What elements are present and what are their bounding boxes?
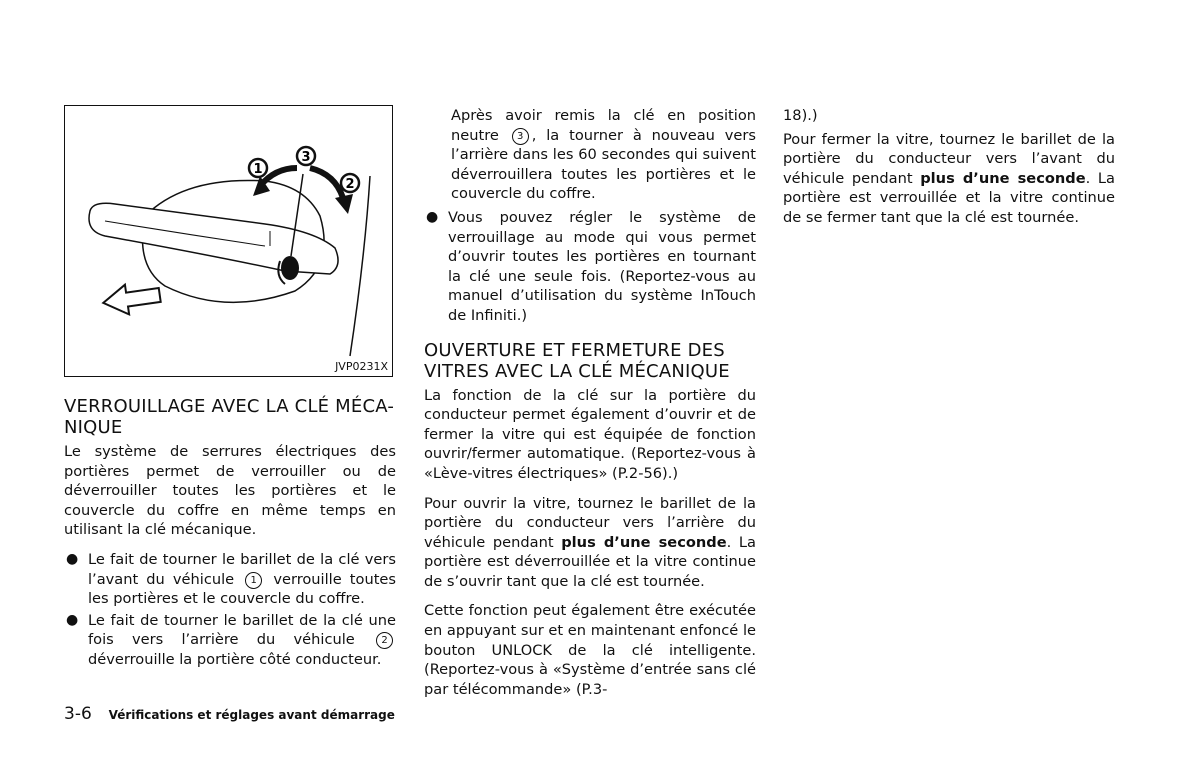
left-column	[64, 396, 396, 680]
close-window-paragraph: Pour fermer la vitre, tournez le barillet de la portière du conducteur vers l’avant du véhicule pendant plus d’une seconde. La portière est verrouillée et la vitre continue de se fermer tant que la clé est tournée.	[783, 130, 1115, 226]
intro-paragraph: Le système de serrures électriques des portières permet de verrouiller ou de déverrouiller toutes les portières et le couvercle du coffre en même temps en utilisant la clé mécanique.	[64, 443, 396, 539]
page-footer	[64, 704, 395, 724]
callout-3: 3	[301, 150, 311, 165]
middle-column	[424, 106, 756, 709]
figure-code: JVP0231X	[335, 360, 388, 373]
windows-paragraph-2: Pour ouvrir la vitre, tournez le barillet de la portière du conducteur vers l’arrière du véhicule pendant plus d’une seconde. La portière est déverrouillée et la vitre continue de s’ouvrir tant que la clé est tournée.	[424, 494, 756, 590]
windows-paragraph-1: La fonction de la clé sur la portière du conducteur permet également d’ouvrir et de fermer la vitre qui est équipée de fonction ouvrir/fermer automatique. (Reportez-vous à «Lève-vitres électriques» (P.2-56).)	[424, 386, 756, 482]
callout-ref-2: 2	[376, 632, 393, 649]
continuation-paragraph: Après avoir remis la clé en position neutre 3 , la tourner à nouveau vers l’arrière dans les 60 secondes qui suivent déverrouillera toutes les portières et le couvercle du coffre.	[451, 107, 756, 203]
callout-1: 1	[253, 162, 263, 177]
door-handle-drawing	[65, 106, 392, 376]
callout-ref-3: 3	[512, 128, 529, 145]
list-item: ● Vous pouvez régler le système de verrouillage au mode qui vous permet d’ouvrir toutes les portières en tournant la clé une seule fois. (Reportez-vous au manuel d’utilisation du système InTouch de Infiniti.)	[426, 208, 756, 324]
lock-bullets	[64, 550, 396, 670]
list-item: ● Le fait de tourner le barillet de la clé une fois vers l’arrière du véhicule 2 déverrouille la portière côté conducteur.	[66, 611, 396, 668]
list-item: ● Le fait de tourner le barillet de la clé vers l’avant du véhicule 1 verrouille toutes les portières et le couvercle du coffre.	[66, 550, 397, 608]
chapter-title: Vérifications et réglages avant démarrage	[108, 708, 395, 722]
section-heading-windows: OUVERTURE ET FERMETURE DES VITRES AVEC LA CLÉ MÉCANIQUE	[424, 339, 730, 382]
continuation-ref: 18).)	[783, 107, 818, 124]
section-heading-lock: VERROUILLAGE AVEC LA CLÉ MÉCA- NIQUE	[64, 396, 395, 438]
windows-paragraph-3: Cette fonction peut également être exécutée en appuyant sur et en maintenant enfoncé le bouton UNLOCK de la clé intelligente. (Reportez-vous à «Système d’entrée sans clé par télécommande» (P.3-	[424, 602, 756, 698]
config-bullets	[424, 208, 756, 326]
callout-2: 2	[345, 177, 355, 192]
door-key-illustration	[64, 105, 393, 377]
right-column	[783, 106, 1115, 238]
page-number: 3-6	[64, 704, 92, 724]
callout-ref-1: 1	[245, 572, 262, 589]
